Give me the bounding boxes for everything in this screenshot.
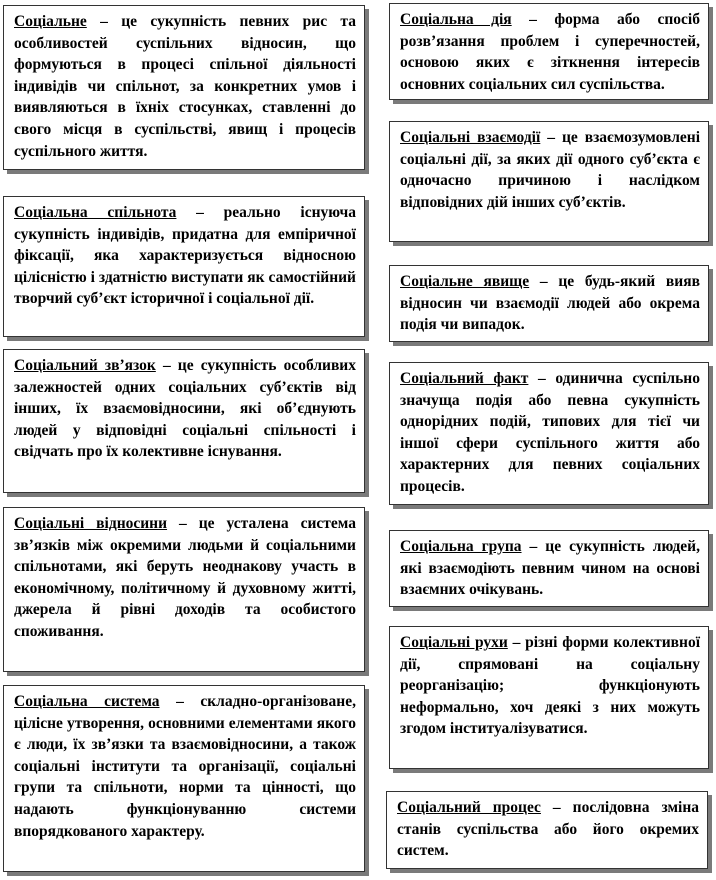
definition-box-socialni-vidnosyny [3,507,365,672]
definition-text: – це сукупність людей, які взаємодіють певним чином на основі взаємних очікувань. [400,538,700,599]
definition-term: Соціальні взаємодії [400,129,541,146]
definition-text: – це сукупність певних рис та особливостей суспільних відносин, що формуються в процесі спільної діяльності індивідів чи спільнот, за конкретних умов і виявляються в їхніх стосунках, ставленні до свого місця в суспільстві, явищ і процесів суспільного життя. [14,13,356,160]
definition-term: Соціальний процес [397,799,541,816]
definition-term: Соціальні відносини [14,515,168,532]
definition-box-socialnyi-zviazok [3,349,365,493]
definition-text: – це будь-який вияв відносин чи взаємодії людей або окрема подія чи випадок. [400,273,700,334]
definition-text: – одинична суспільно значуща подія або певна сукупність однорідних подій, типових для тієї чи іншої сфери суспільного життя або характерних для певних соціальних процесів. [400,370,700,495]
definition-text: – форма або спосіб розв’язання проблем і суперечностей, основою яких є зіткнення інтересів основних соціальних сил суспільства. [400,11,700,93]
definition-text: – складно-організоване, цілісне утворення, основними елементами якого є люди, їх зв’язки та взаємовідносини, а також соціальні інститути та організації, соціальні групи та спільноти, норми та цінності, що надають функціонуванню системи впорядкованого характеру. [14,693,356,840]
definition-box-socialnyi-proces [386,791,708,869]
definition-term: Соціальні рухи [400,634,508,651]
definition-term: Соціальна система [14,693,160,710]
definition-box-socialni-rukhy [389,626,709,769]
definition-term: Соціальна спільнота [14,204,177,221]
definition-box-socialna-spilnota [3,196,365,337]
definition-box-socialna-systema [3,685,365,872]
definition-box-socialne [3,5,365,170]
definition-term: Соціальний зв’язок [14,357,156,374]
definition-text: – різні форми колективної дії, спрямовані на соціальну реорганізацію; функціонують неформально, хоч деякі з них можуть згодом інституалізуватися. [400,634,701,738]
definition-term: Соціальна дія [400,11,512,28]
definition-text: – це усталена система зв’язків між окремими людьми й соціальними спільнотами, які беруть неоднакову участь в економічному, політичному й духовному житті, джерела й рівні доходів та особистого споживання. [14,515,356,640]
definition-text: – реально існуюча сукупність індивідів, придатна для емпіричної фіксації, яка характеризується відносною цілісністю і здатністю виступати як самостійний творчий суб’єкт історичної і соціальної дії. [14,204,356,308]
definition-box-socialni-vzaiemodii [389,121,709,242]
definition-term: Соціальна група [400,538,522,555]
definition-box-socialnyi-fakt [389,362,709,505]
definition-box-socialna-hrupa [389,530,709,607]
definition-term: Соціальне явище [400,273,530,290]
definition-term: Соціальний факт [400,370,529,387]
definition-text: – це взаємозумовлені соціальні дії, за яких дії одного суб’єкта є одночасно причиною і наслідком відповідних дій інших суб’єктів. [400,129,701,211]
definition-box-socialne-iavyshche [389,265,709,342]
definition-text: – послідовна зміна станів суспільства або його окремих систем. [397,799,699,860]
definition-term: Соціальне [14,13,87,30]
definition-text: – це сукупність особливих залежностей одних соціальних суб’єктів від інших, їх взаємовідносини, які об’єднують людей у відповідні соціальні спільності і свідчать про їх колективне існування. [14,357,356,461]
definition-box-socialna-diia [389,3,709,100]
